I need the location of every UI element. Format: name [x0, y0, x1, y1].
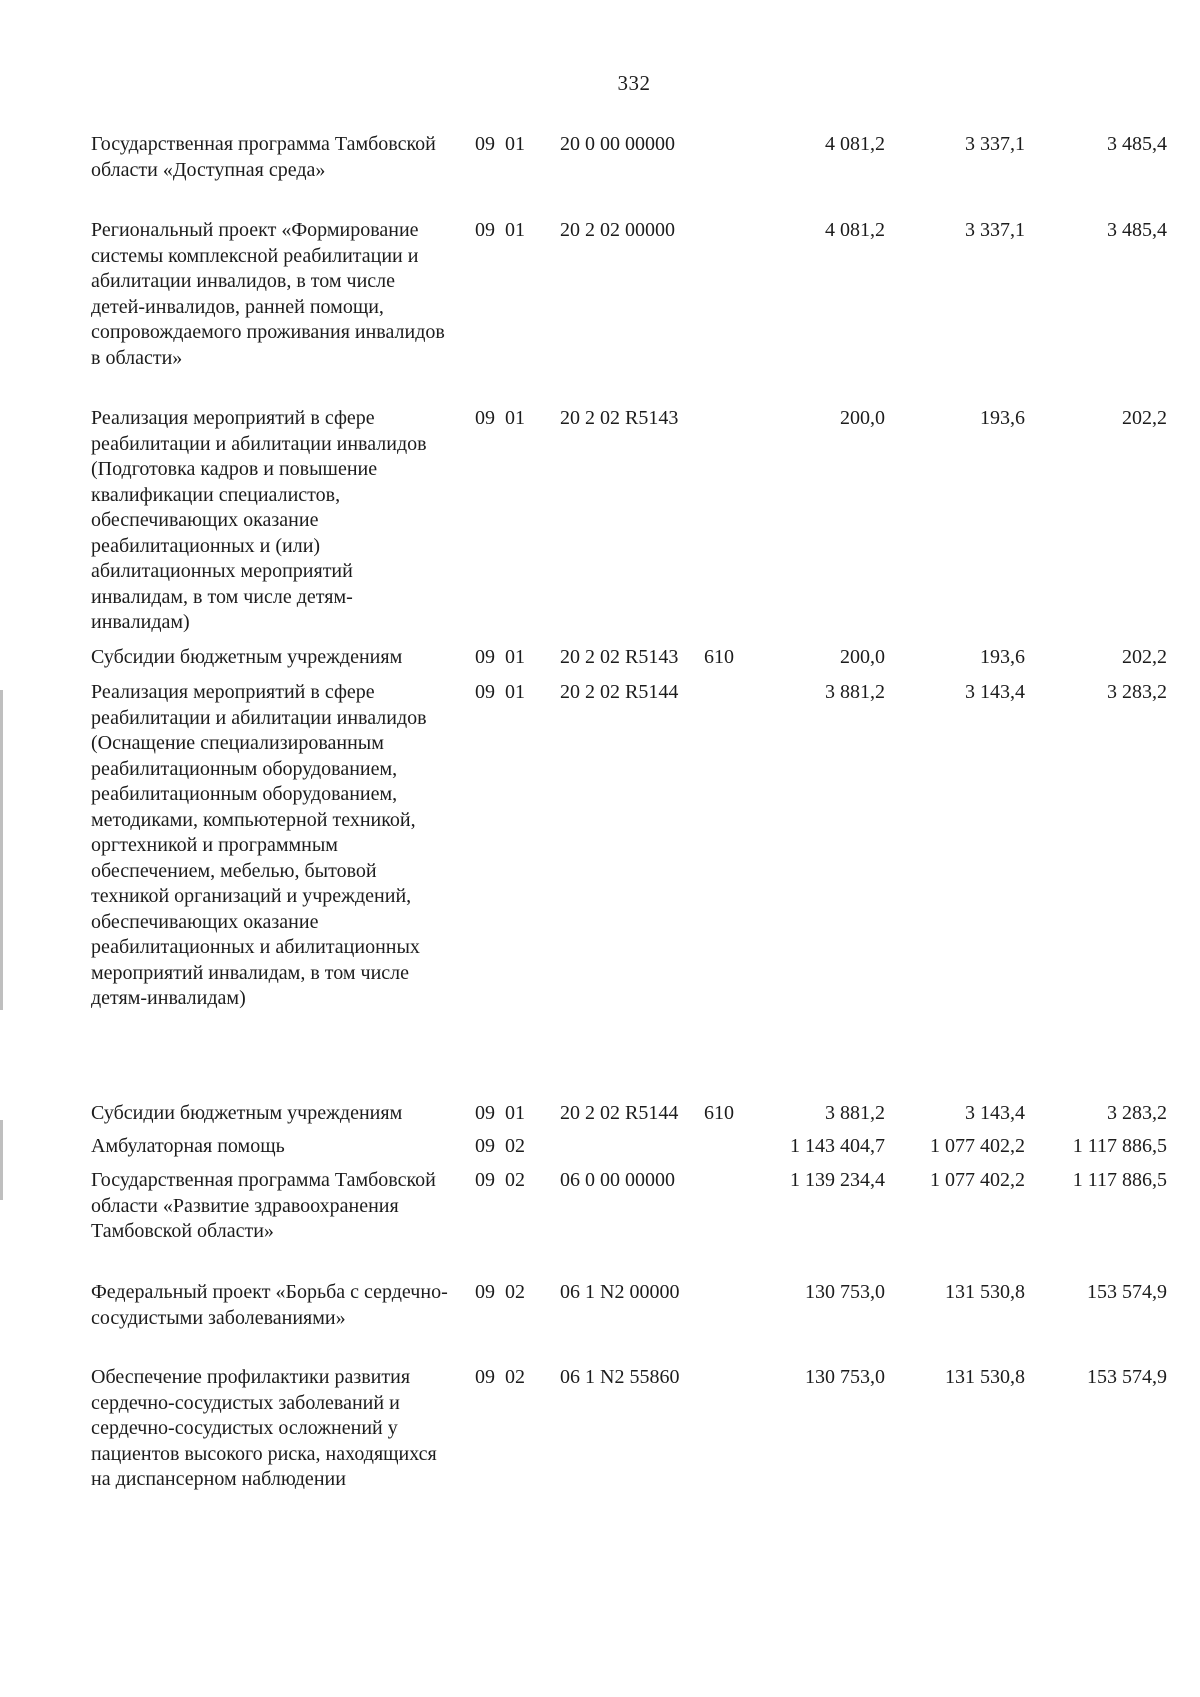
- row-value-1: 3 881,2: [825, 1102, 885, 1124]
- row-value-1: 130 753,0: [805, 1366, 885, 1388]
- row-value-1: 1 139 234,4: [790, 1169, 885, 1191]
- row-value-3: 3 485,4: [1107, 133, 1167, 155]
- row-code: 20 0 00 00000: [560, 133, 675, 155]
- row-name: Реализация мероприятий в сфере реабилитации и абилитации инвалидов (Оснащение специализированным реабилитационным оборудованием, реабилитационным оборудованием, методиками, компьютерной техникой, оргтехникой и программным обеспечением, мебелью, бытовой техникой организаций и учреждений, обеспечивающих оказание реабилитационных и абилитационных мероприятий инвалидам, в том числе детям-инвалидам): [91, 681, 427, 1009]
- row-value-1: 4 081,2: [825, 219, 885, 241]
- row-value-3: 3 485,4: [1107, 219, 1167, 241]
- row-value-3: 202,2: [1122, 407, 1167, 429]
- row-value-1: 1 143 404,7: [790, 1135, 885, 1157]
- row-value-3: 3 283,2: [1107, 681, 1167, 703]
- page-number: 332: [617, 71, 651, 95]
- row-value-2: 3 337,1: [965, 133, 1025, 155]
- row-section: 09 01: [475, 1102, 525, 1124]
- row-value-2: 131 530,8: [945, 1366, 1025, 1388]
- row-value-1: 200,0: [840, 646, 885, 668]
- row-code: 20 2 02 00000: [560, 219, 675, 241]
- row-name: Федеральный проект «Борьба с сердечно-сосудистыми заболеваниями»: [91, 1281, 448, 1329]
- row-value-3: 202,2: [1122, 646, 1167, 668]
- row-name: Обеспечение профилактики развития сердечно-сосудистых заболеваний и сердечно-сосудистых осложнений у пациентов высокого риска, находящихся на диспансерном наблюдении: [91, 1366, 437, 1490]
- row-name: Амбулаторная помощь: [91, 1135, 285, 1157]
- row-section: 09 02: [475, 1135, 525, 1157]
- row-expense-type: 610: [704, 1102, 734, 1124]
- row-value-1: 130 753,0: [805, 1281, 885, 1303]
- row-value-2: 193,6: [980, 646, 1025, 668]
- row-value-3: 3 283,2: [1107, 1102, 1167, 1124]
- row-section: 09 01: [475, 133, 525, 155]
- row-value-2: 1 077 402,2: [930, 1135, 1025, 1157]
- row-section: 09 02: [475, 1281, 525, 1303]
- row-value-3: 1 117 886,5: [1072, 1135, 1167, 1157]
- row-section: 09 01: [475, 681, 525, 703]
- row-name: Реализация мероприятий в сфере реабилитации и абилитации инвалидов (Подготовка кадров и повышение квалификации специалистов, обеспечивающих оказание реабилитационных и (или) абилитационных мероприятий инвалидам, в том числе детям-инвалидам): [91, 407, 427, 633]
- row-section: 09 01: [475, 407, 525, 429]
- row-value-2: 193,6: [980, 407, 1025, 429]
- row-value-1: 3 881,2: [825, 681, 885, 703]
- scan-edge-mark: [0, 1120, 3, 1200]
- row-code: 20 2 02 R5144: [560, 1102, 679, 1124]
- row-value-3: 153 574,9: [1087, 1366, 1167, 1388]
- row-code: 06 0 00 00000: [560, 1169, 675, 1191]
- row-value-1: 4 081,2: [825, 133, 885, 155]
- row-value-3: 1 117 886,5: [1072, 1169, 1167, 1191]
- row-value-2: 3 143,4: [965, 681, 1025, 703]
- row-value-2: 3 143,4: [965, 1102, 1025, 1124]
- row-code: 20 2 02 R5144: [560, 681, 679, 703]
- row-section: 09 02: [475, 1366, 525, 1388]
- row-value-2: 1 077 402,2: [930, 1169, 1025, 1191]
- row-name: Субсидии бюджетным учреждениям: [91, 1102, 403, 1124]
- row-section: 09 01: [475, 219, 525, 241]
- row-name: Региональный проект «Формирование системы комплексной реабилитации и абилитации инвалидов, в том числе детей-инвалидов, ранней помощи, сопровождаемого проживания инвалидов в области»: [91, 219, 445, 369]
- row-value-2: 3 337,1: [965, 219, 1025, 241]
- row-section: 09 02: [475, 1169, 525, 1191]
- row-code: 20 2 02 R5143: [560, 407, 679, 429]
- row-value-3: 153 574,9: [1087, 1281, 1167, 1303]
- row-name: Субсидии бюджетным учреждениям: [91, 646, 403, 668]
- row-value-2: 131 530,8: [945, 1281, 1025, 1303]
- row-name: Государственная программа Тамбовской области «Доступная среда»: [91, 133, 436, 181]
- row-code: 06 1 N2 55860: [560, 1366, 680, 1388]
- row-section: 09 01: [475, 646, 525, 668]
- row-value-1: 200,0: [840, 407, 885, 429]
- row-code: 06 1 N2 00000: [560, 1281, 680, 1303]
- scan-edge-mark: [0, 690, 3, 1010]
- row-code: 20 2 02 R5143: [560, 646, 679, 668]
- row-name: Государственная программа Тамбовской области «Развитие здравоохранения Тамбовской области»: [91, 1169, 436, 1242]
- row-expense-type: 610: [704, 646, 734, 668]
